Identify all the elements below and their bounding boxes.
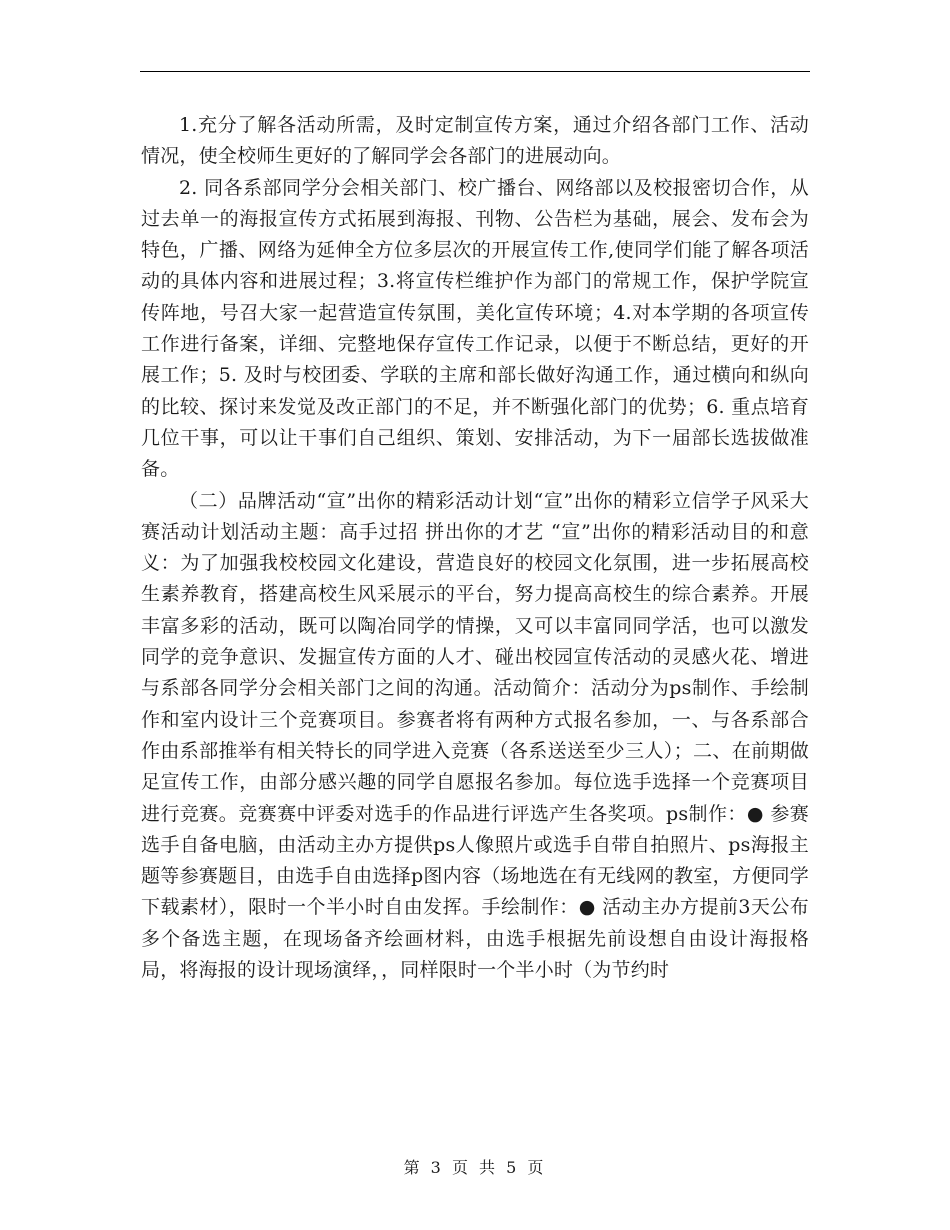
header-rule (140, 71, 810, 72)
page-number-footer: 第 3 页 共 5 页 (403, 1158, 547, 1177)
paragraph-2: 2. 同各系部同学分会相关部门、校广播台、网络部以及校报密切合作，从过去单一的海报宣传方式拓展到海报、刊物、公告栏为基础，展会、发布会为特色，广播、网络为延伸全方位多层次的开展宣传工作,使同学们能了解各项活动的具体内容和进展过程；3.将宣传栏维护作为部门的常规工作，保护学院宣传阵地，号召大家一起营造宣传氛围，美化宣传环境；4.对本学期的各项宣传工作进行备案，详细、完整地保存宣传工作记录，以便于不断总结，更好的开展工作；5. 及时与校团委、学联的主席和部长做好沟通工作，通过横向和纵向的比较、探讨来发觉及改正部门的不足，并不断强化部门的优势；6. 重点培育几位干事，可以让干事们自己组织、策划、安排活动，为下一届部长选拔做准备。 (141, 176, 809, 481)
document-body (141, 110, 809, 986)
paragraph-1: 1.充分了解各活动所需，及时定制宣传方案，通过介绍各部门工作、活动情况，使全校师生更好的了解同学会各部门的进展动向。 (141, 114, 809, 168)
paragraph-3: （二）品牌活动“宣”出你的精彩活动计划“宣”出你的精彩立信学子风采大赛活动计划活动主题：高手过招 拼出你的才艺 “宣”出你的精彩活动目的和意义：为了加强我校校园文化建设，营造良好的校园文化氛围，进一步拓展高校生素养教育，搭建高校生风采展示的平台，努力提高高校生的综合素养。开展丰富多彩的活动，既可以陶冶同学的情操，又可以丰富同同学活，也可以激发同学的竞争意识、发掘宣传方面的人才、碰出校园宣传活动的灵感火花、增进与系部各同学分会相关部门之间的沟通。活动简介：活动分为ps制作、手绘制作和室内设计三个竞赛项目。参赛者将有两种方式报名参加，一、与各系部合作由系部推举有相关特长的同学进入竞赛（各系送送至少三人）；二、在前期做足宣传工作，由部分感兴趣的同学自愿报名参加。每位选手选择一个竞赛项目进行竞赛。竞赛赛中评委对选手的作品进行评选产生各奖项。ps制作：● 参赛选手自备电脑，由活动主办方提供ps人像照片或选手自带自拍照片、ps海报主题等参赛题目，由选手自由选择p图内容（场地选在有无线网的教室，方便同学下载素材），限时一个半小时自由发挥。手绘制作：● 活动主办方提前3天公布多个备选主题，在现场备齐绘画材料，由选手根据先前设想自由设计海报格局，将海报的设计现场演绎，，同样限时一个半小时（为节约时 (141, 489, 809, 982)
